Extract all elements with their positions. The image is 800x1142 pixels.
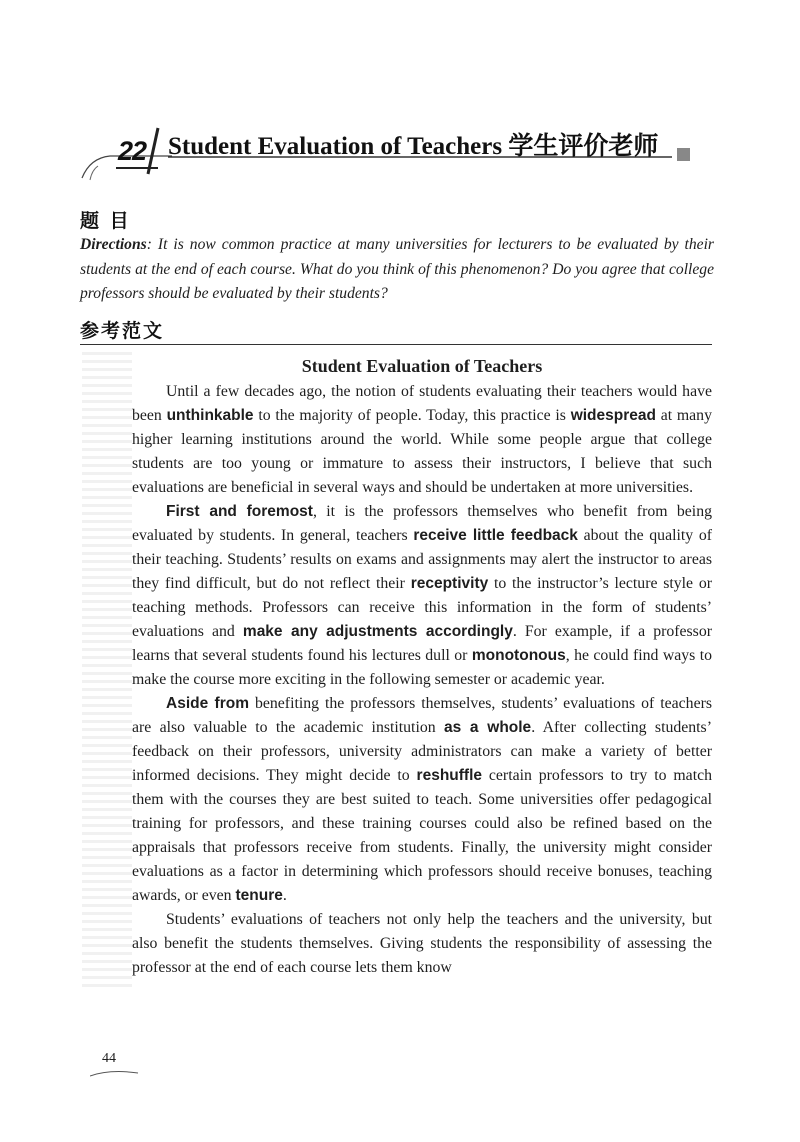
directions-body: : It is now common practice at many universities for lecturers to be evaluated by their students at the end of each course. What do you think of this phenomenon? Do you agree that college professors should be evaluated by their students?	[80, 236, 714, 302]
essay-text: at many higher learning institutions around the world. While some people argue that college students are too young or immature to assess their instructors, I believe that such evaluations are beneficial in several ways and should be undertaken at more universities.	[132, 407, 712, 496]
key-phrase: receive little feedback	[413, 527, 578, 544]
essay-text: , he could find ways to make the course more exciting in the following semester or academic year.	[132, 647, 712, 688]
essay-text: benefiting the professors themselves, students’ evaluations of teachers are also valuable to the academic institution	[132, 695, 712, 736]
page-number-underline	[90, 1070, 140, 1078]
directions-label: Directions	[80, 236, 147, 253]
key-phrase: make any adjustments accordingly	[242, 623, 513, 640]
section-heading-prompt: 题 目	[80, 210, 131, 232]
chapter-title-cn: 学生评价老师	[508, 131, 659, 160]
directions-text	[80, 233, 714, 307]
essay-body	[132, 380, 712, 980]
key-phrase: Aside from	[166, 695, 249, 712]
key-phrase: widespread	[570, 407, 656, 424]
essay-text: to the majority of people. Today, this practice is	[253, 407, 571, 424]
essay-text: to the instructor’s lecture style or teaching methods. Professors can receive this information in the form of students’ evaluations and	[132, 575, 712, 640]
essay-text: certain professors to try to match them with the courses they are best suited to teach. Some universities offer pedagogical training for professors, and these training courses could also be refined based on the appraisals that professors receive from students. Finally, the university might consider evaluations as a factor in determining which professors should receive bonuses, teaching awards, or even	[132, 767, 712, 904]
essay-text: . For example, if a professor learns that several students found his lectures dull or	[132, 623, 712, 664]
key-phrase: as a whole	[443, 719, 532, 736]
essay-text: about the quality of their teaching. Students’ results on exams and assignments may alert the instructor to areas they find difficult, but do not reflect their	[132, 527, 712, 592]
chapter-title-en: Student Evaluation of Teachers	[168, 133, 509, 160]
key-phrase: reshuffle	[416, 767, 483, 784]
essay-text: , it is the professors themselves who benefit from being evaluated by students. In general, teachers	[132, 503, 712, 544]
chapter-heading	[80, 118, 720, 182]
section-divider	[80, 344, 712, 345]
key-phrase: receptivity	[410, 575, 489, 592]
corner-square-icon	[677, 148, 690, 161]
essay-paragraph	[132, 500, 712, 692]
essay-paragraph	[132, 380, 712, 500]
chapter-title	[168, 126, 658, 162]
key-phrase: First and foremost	[166, 503, 313, 520]
essay-title: Student Evaluation of Teachers	[301, 356, 543, 376]
key-phrase: unthinkable	[166, 407, 254, 424]
essay-paragraph	[132, 692, 712, 908]
essay-paragraph	[132, 908, 712, 980]
essay-text: . After collecting students’ feedback on their professors, university administrators can make a variety of better informed decisions. They might decide to	[132, 719, 712, 784]
key-phrase: monotonous	[471, 647, 566, 664]
chapter-number: 22	[118, 136, 147, 166]
essay-text: Students’ evaluations of teachers not only help the teachers and the university, but also benefit the students themselves. Giving students the responsibility of assessing the professor at the end of each course lets them know	[132, 911, 712, 976]
section-heading-sample: 参考范文	[80, 320, 165, 342]
key-phrase: tenure	[235, 887, 283, 904]
page-number: 44	[102, 1051, 116, 1066]
essay-text: .	[282, 887, 287, 904]
margin-watermark	[82, 352, 132, 992]
essay-text: Until a few decades ago, the notion of students evaluating their teachers would have been	[132, 383, 712, 424]
